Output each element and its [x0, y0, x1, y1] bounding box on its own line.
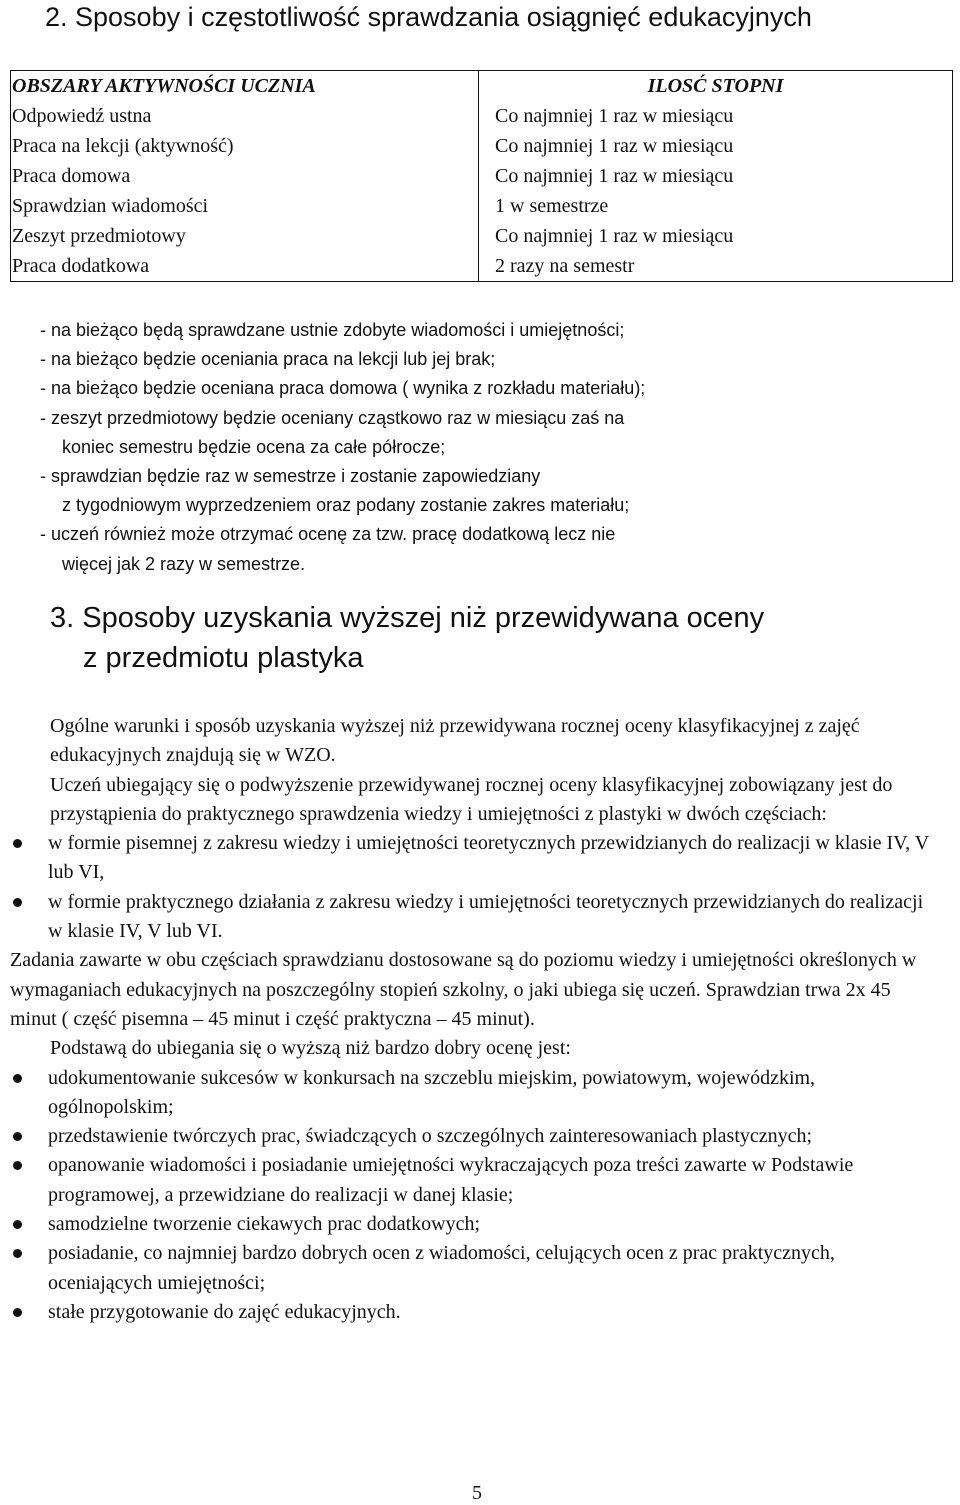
bullet-icon	[13, 1161, 22, 1170]
table-cell: Co najmniej 1 raz w miesiącu	[495, 225, 734, 247]
bullet-icon	[13, 1308, 22, 1317]
list-item: - sprawdzian będzie raz w semestrze i zostanie zapowiedziany	[40, 466, 541, 487]
list-item: - zeszyt przedmiotowy będzie oceniany cząstkowo raz w miesiącu zaś na	[40, 407, 625, 428]
table-cell: Odpowiedź ustna	[12, 105, 152, 127]
section-3-heading-line1: 3. Sposoby uzyskania wyższej niż przewidywana oceny	[50, 602, 765, 634]
bullet-icon	[13, 1132, 22, 1141]
table-cell: Zeszyt przedmiotowy	[12, 225, 186, 247]
table-row	[11, 71, 953, 282]
table-cell: 2 razy na semestr	[495, 255, 635, 277]
table-cell: Co najmniej 1 raz w miesiącu	[495, 135, 734, 157]
list-item	[10, 1239, 940, 1298]
bullet-icon	[13, 898, 22, 907]
list-item-text: samodzielne tworzenie ciekawych prac dodatkowych;	[48, 1213, 481, 1236]
list-item-text: opanowanie wiadomości i posiadanie umiejętności wykraczających poza treści zawarte w Podstawie programowej, a przewidziane do realizacji w danej klasie;	[48, 1154, 854, 1206]
frequency-column	[479, 71, 953, 282]
bullet-icon	[13, 1074, 22, 1083]
list-item: - na bieżąco będzie oceniana praca domowa ( wynika z rozkładu materiału);	[40, 378, 646, 399]
list-item: z tygodniowym wyprzedzeniem oraz podany zostanie zakres materiału;	[62, 495, 630, 516]
exam-parts-list	[10, 829, 940, 946]
table-cell: Praca na lekcji (aktywność)	[12, 135, 234, 157]
list-item	[10, 888, 940, 947]
list-item: koniec semestru będzie ocena za całe półrocze;	[62, 436, 446, 457]
list-item-text: przedstawienie twórczych prac, świadczących o szczególnych zainteresowaniach plastycznych;	[48, 1125, 813, 1148]
list-item: - na bieżąco będzie oceniania praca na lekcji lub jej brak;	[40, 349, 496, 370]
section-3-heading-line2: z przedmiotu plastyka	[83, 642, 364, 674]
table-cell: 1 w semestrze	[495, 195, 609, 217]
list-item: - na bieżąco będą sprawdzane ustnie zdobyte wiadomości i umiejętności;	[40, 320, 625, 340]
list-item	[10, 829, 940, 888]
paragraph-exam-tasks: Zadania zawarte w obu częściach sprawdzianu dostosowane są do poziomu wiedzy i umiejętności określonych w wymaganiach edukacyjnych na poszczególny stopień szkolny, o jaki ubiega się uczeń. Sprawdzian trwa 2x 45 minut ( część pisemna – 45 minut i część praktyczna – 45 minut).	[10, 949, 917, 1030]
criteria-list	[10, 1064, 940, 1328]
table-cell: Co najmniej 1 raz w miesiącu	[495, 105, 734, 127]
section-2-heading: 2. Sposoby i częstotliwość sprawdzania osiągnięć edukacyjnych	[45, 2, 812, 32]
activity-column	[11, 71, 479, 282]
table-cell: Praca dodatkowa	[12, 255, 150, 277]
bullet-icon	[13, 839, 22, 848]
table-cell: Praca domowa	[12, 165, 131, 187]
assessment-notes-list	[40, 316, 645, 579]
list-item-text: posiadanie, co najmniej bardzo dobrych ocen z wiadomości, celujących ocen z prac praktycznych, oceniających umiejętności;	[48, 1242, 835, 1294]
column-header-grade-count: ILOSĆ STOPNI	[647, 75, 784, 97]
column-header-activities: OBSZARY AKTYWNOŚCI UCZNIA	[12, 75, 316, 97]
list-item-text: w formie pisemnej z zakresu wiedzy i umiejętności teoretycznych przewidzianych do realizacji w klasie IV, V lub VI,	[48, 832, 929, 884]
section-3-body	[10, 712, 940, 1327]
bullet-icon	[13, 1249, 22, 1258]
list-item-text: udokumentowanie sukcesów w konkursach na szczeblu miejskim, powiatowym, wojewódzkim, ogólnopolskim;	[48, 1066, 816, 1118]
page-number: 5	[472, 1482, 482, 1504]
bullet-icon	[13, 1220, 22, 1229]
list-item	[10, 1298, 940, 1327]
activity-grades-table	[10, 70, 953, 282]
table-cell: Co najmniej 1 raz w miesiącu	[495, 165, 734, 187]
paragraph-general-conditions: Ogólne warunki i sposób uzyskania wyższej niż przewidywana rocznej oceny klasyfikacyjnej z zajęć edukacyjnych znajdują się w WZO.	[50, 715, 860, 767]
section-3-heading	[50, 598, 764, 678]
paragraph-criteria-intro: Podstawą do ubiegania się o wyższą niż bardzo dobry ocenę jest:	[50, 1037, 571, 1060]
table-cell: Sprawdzian wiadomości	[12, 195, 209, 217]
list-item	[10, 1064, 940, 1123]
list-item: więcej jak 2 razy w semestrze.	[62, 553, 306, 574]
paragraph-exam-requirement: Uczeń ubiegający się o podwyższenie przewidywanej rocznej oceny klasyfikacyjnej zobowiązany jest do przystąpienia do praktycznego sprawdzenia wiedzy i umiejętności z plastyki w dwóch częściach:	[50, 773, 893, 825]
list-item-text: stałe przygotowanie do zajęć edukacyjnych.	[48, 1300, 401, 1323]
list-item	[10, 1151, 940, 1210]
list-item-text: w formie praktycznego działania z zakresu wiedzy i umiejętności teoretycznych przewidzianych do realizacji w klasie IV, V lub VI.	[48, 890, 924, 943]
list-item: - uczeń również może otrzymać ocenę za tzw. pracę dodatkową lecz nie	[40, 524, 616, 545]
list-item	[10, 1210, 940, 1239]
list-item	[10, 1122, 940, 1151]
